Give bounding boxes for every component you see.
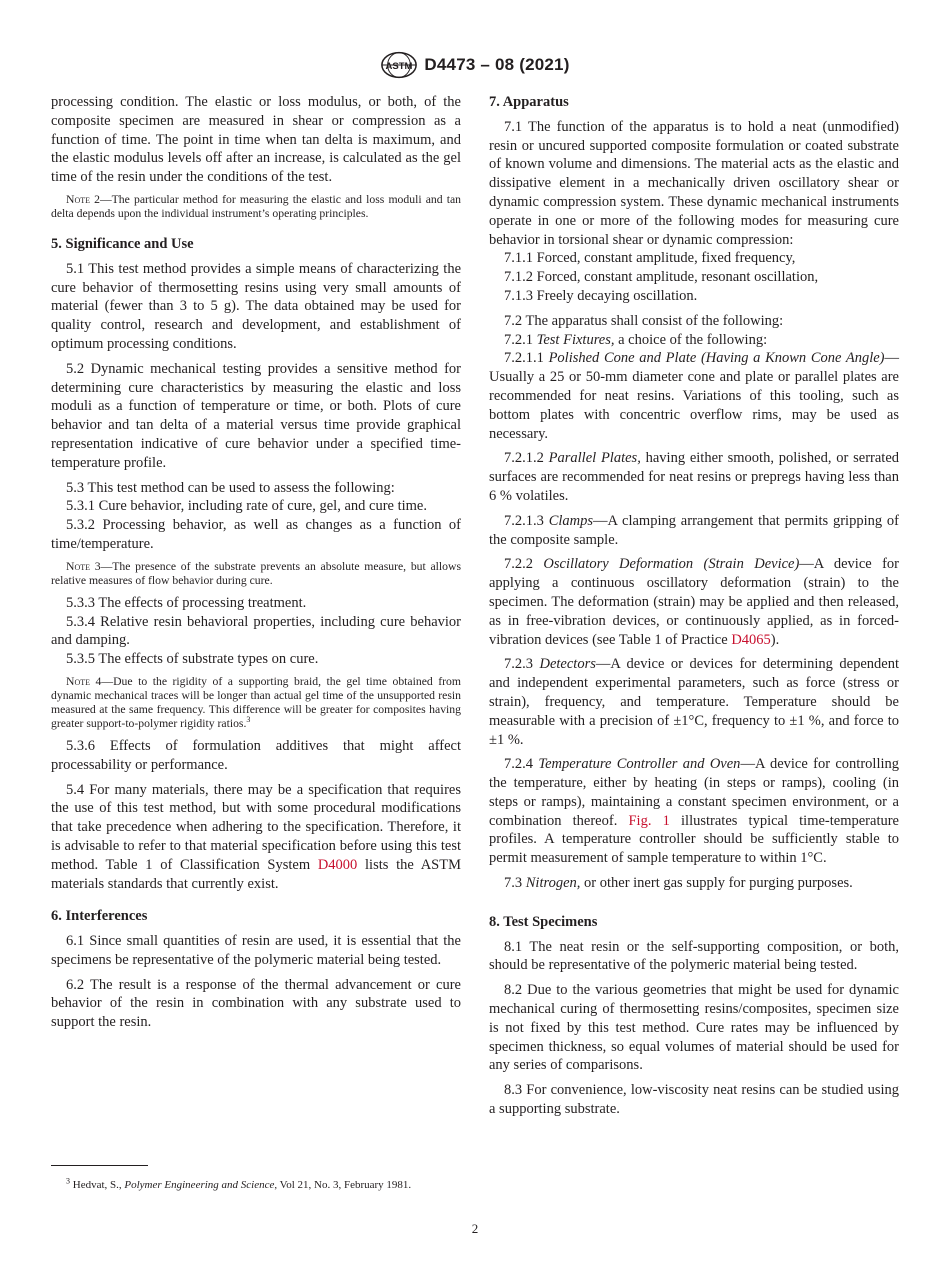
link-fig-1[interactable]: Fig. 1 [628, 812, 670, 829]
section-5-title: 5. Significance and Use [51, 235, 194, 252]
footnote-rule [51, 1165, 148, 1166]
note-2: Note 2—The particular method for measuring the elastic and loss moduli and tan delta depends upon the individual instrument’s operating principles. [51, 192, 461, 220]
para-8-3: 8.3 For convenience, low-viscosity neat resins can be studied using a supporting substrate. [489, 1082, 899, 1118]
para-7-2: 7.2 The apparatus shall consist of the following: [504, 312, 784, 329]
footnote-ref: 3 [246, 715, 251, 725]
para-7-1-2: 7.1.2 Forced, constant amplitude, resonant oscillation, [504, 269, 819, 286]
section-6-title: 6. Interferences [51, 908, 148, 925]
para-8-1: 8.1 The neat resin or the self-supporting composition, or both, should be representative of the polymeric material being tested. [489, 938, 899, 974]
right-column [489, 93, 899, 1119]
para-5-3-4: 5.3.4 Relative resin behavioral properties, including cure behavior and damping. [51, 613, 461, 649]
para-7-3: 7.3 Nitrogen, or other inert gas supply for purging purposes. [504, 875, 853, 892]
link-d4065[interactable]: D4065 [731, 631, 771, 648]
page-header [0, 50, 950, 80]
para-7-2-1-3: 7.2.1.3 Clamps—A clamping arrangement that permits gripping of the composite sample. [489, 512, 899, 548]
section-8-title: 8. Test Specimens [489, 913, 598, 930]
para-7-2-1-2: 7.2.1.2 Parallel Plates, having either smooth, polished, or serrated surfaces are recommended for neat resins or prepregs having less than 6 % volatiles. [489, 450, 900, 504]
para-8-2: 8.2 Due to the various geometries that might be used for dynamic mechanical curing of thermosetting resins/composites, specimen size is not fixed by this test method. Cure rates may be influenced by specimen thickness, so equal volumes of material should be used for any series of comparisons. [489, 982, 899, 1074]
para-5-3-6: 5.3.6 Effects of formulation additives that might affect processability or performance. [51, 737, 461, 773]
footnote-3: $^3$ Hedvat, S., Polymer Engineering and Science, Vol 21, No. 3, February 1981. [66, 1176, 412, 1191]
para-7-1: 7.1 The function of the apparatus is to hold a neat (unmodified) resin or uncured supported composite formulation or coated substrate of known volume and dimensions. The material acts as the elastic and dissipative element in a mechanically driven oscillatory shear or dynamic compression system. These dynamic mechanical instruments operate in one or more of the following modes for measuring cure behavior in torsional shear or dynamic compression: [489, 118, 899, 248]
para-7-2-1: 7.2.1 Test Fixtures, a choice of the following: [504, 331, 768, 348]
svg-text:ASTM: ASTM [385, 60, 413, 72]
para-5-2: 5.2 Dynamic mechanical testing provides a sensitive method for determining cure characteristics by measuring the elastic and loss moduli as a function of temperature or time, or both. Plots of cure behavior and tan delta of a material versus time provide graphical representation indicative of cure behavior under a specified time-temperature profile. [51, 360, 461, 471]
link-d4000[interactable]: D4000 [317, 856, 358, 873]
para-5-3-5: 5.3.5 The effects of substrate types on cure. [66, 651, 319, 668]
para-7-1-3: 7.1.3 Freely decaying oscillation. [504, 287, 698, 304]
para-5-1: 5.1 This test method provides a simple means of characterizing the cure behavior of thermosetting resins using very small amounts of material (fewer than 3 to 5 g). The data obtained may be used for quality control, research and development, and establishment of optimum processing conditions. [51, 260, 461, 352]
left-column [51, 93, 461, 1032]
note-3: Note 3—The presence of the substrate prevents an absolute measure, but allows relative measures of flow behavior during cure. [51, 559, 461, 587]
para-7-2-1-1: 7.2.1.1 Polished Cone and Plate (Having a Known Cone Angle)—Usually a 25 or 50-mm diameter cone and plate or parallel plates are recommended for neat resins. Variations of this tooling, such as bottom plates with concentric overflow rims, may be used as necessary. [489, 350, 900, 442]
para-5-4: 5.4 For many materials, there may be a specification that requires the use of this test method, but with some procedural modifications that take precedence when adhering to the specification. Therefore, it is advisable to refer to that material specification before using this test method. Table 1 of Classification System D4000 lists the ASTM materials standards that currently exist. [51, 781, 461, 892]
intro-paragraph: processing condition. The elastic or loss modulus, or both, of the composite specimen are measured in shear or compression as a function of time. The point in time when tan delta is maximum, and the elastic modulus levels off after an increase, is calculated as the gel time of the resin under the conditions of the test. [51, 94, 461, 186]
para-5-3-1: 5.3.1 Cure behavior, including rate of cure, gel, and cure time. [66, 498, 427, 515]
para-6-2: 6.2 The result is a response of the thermal advancement or cure behavior of the resin in combination with any substrate used to support the resin. [51, 976, 461, 1031]
para-7-2-2: 7.2.2 Oscillatory Deformation (Strain Device)—A device for applying a continuous oscillatory deformation (strain) to the specimen. The deformation (strain) may be applied and then released, as in free-vibration devices, or continuously applied, as in forced-vibration devices (see Table 1 of Practice D4065). [489, 556, 900, 648]
para-5-3-2: 5.3.2 Processing behavior, as well as changes as a function of time/temperature. [51, 517, 461, 552]
para-6-1: 6.1 Since small quantities of resin are used, it is essential that the specimens be representative of the polymeric material being tested. [51, 933, 461, 968]
para-5-3: 5.3 This test method can be used to assess the following: [66, 479, 395, 496]
para-7-2-4: 7.2.4 Temperature Controller and Oven—A device for controlling the temperature, either by heating (in steps or ramps), cooling (in steps or ramps), maintaining a constant specimen environment, or a combination thereof. Fig. 1 illustrates typical time-temperature profiles. A temperature controller should be sufficiently stable to permit measurement of sample temperature to within 1°C. [489, 756, 899, 867]
para-7-1-1: 7.1.1 Forced, constant amplitude, fixed frequency, [504, 250, 796, 267]
note-4: Note 4—Due to the rigidity of a supporting braid, the gel time obtained from dynamic mechanical traces will be longer than actual gel time of the unsupported resin measured at the same frequency. This difference will be greater for composites having greater support-to-polymer rigidity ratios.$^3$ [51, 674, 461, 730]
para-5-3-3: 5.3.3 The effects of processing treatment. [66, 594, 307, 611]
para-7-2-3: 7.2.3 Detectors—A device or devices for determining dependent and independent experimental parameters, such as force (stress or strain), frequency, and temperature. Temperature should be measurable with a precision of ±1°C, frequency to ±1 %, and force to ±1 %. [489, 656, 899, 748]
standard-designation: D4473 – 08 (2021) [424, 55, 570, 74]
section-7-title: 7. Apparatus [489, 94, 569, 110]
page-number: 2 [471, 1221, 479, 1236]
astm-logo-icon [380, 50, 418, 80]
